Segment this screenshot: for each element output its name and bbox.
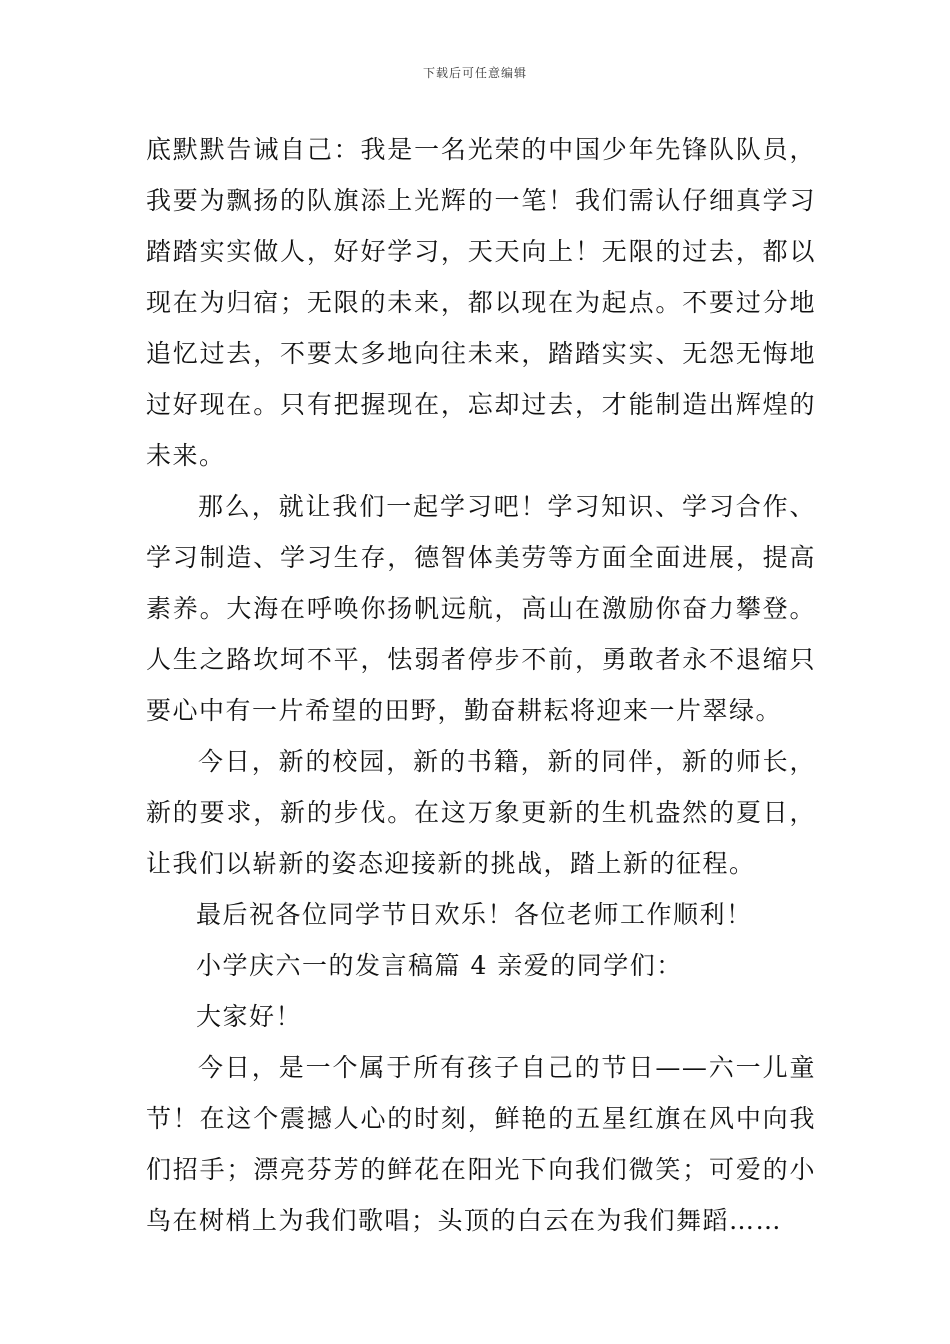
paragraph-4: 最后祝各位同学节日欢乐！各位老师工作顺利！ (196, 900, 753, 929)
paragraph-2: 那么，就让我们一起学习吧！学习知识、学习合作、学习制造、学习生存，德智体美劳等方面全面进展，提高素养。大海在呼唤你扬帆远航，高山在激励你奋力攀登。人生之路坎坷不平，怯弱者停步不前，勇敢者永不退缩只要心中有一片希望的田野，勤奋耕耘将迎来一片翠绿。 (146, 492, 816, 725)
document-body (146, 124, 816, 1246)
paragraph-3: 今日，新的校园，新的书籍，新的同伴，新的师长，新的要求，新的步伐。在这万象更新的生机盎然的夏日，让我们以崭新的姿态迎接新的挑战，踏上新的征程。 (146, 747, 816, 878)
paragraph-7: 今日，是一个属于所有孩子自己的节日——六一儿童节！在这个震撼人心的时刻，鲜艳的五星红旗在风中向我们招手；漂亮芬芳的鲜花在阳光下向我们微笑；可爱的小鸟在树梢上为我们歌唱；头顶的白云在为我们舞蹈…… (146, 1053, 816, 1235)
page-header: 下载后可任意编辑 (422, 66, 527, 80)
paragraph-5: 小学庆六一的发言稿篇 4 亲爱的同学们： (196, 951, 683, 980)
paragraph-1: 底默默告诫自己：我是一名光荣的中国少年先锋队队员，我要为飘扬的队旗添上光辉的一笔！我们需认仔细真学习踏踏实实做人，好好学习，天天向上！无限的过去，都以现在为归宿；无限的未来，都以现在为起点。不要过分地追忆过去，不要太多地向往未来，踏踏实实、无怨无悔地过好现在。只有把握现在，忘却过去，才能制造出辉煌的未来。 (146, 135, 816, 470)
paragraph-6: 大家好！ (196, 1002, 303, 1031)
